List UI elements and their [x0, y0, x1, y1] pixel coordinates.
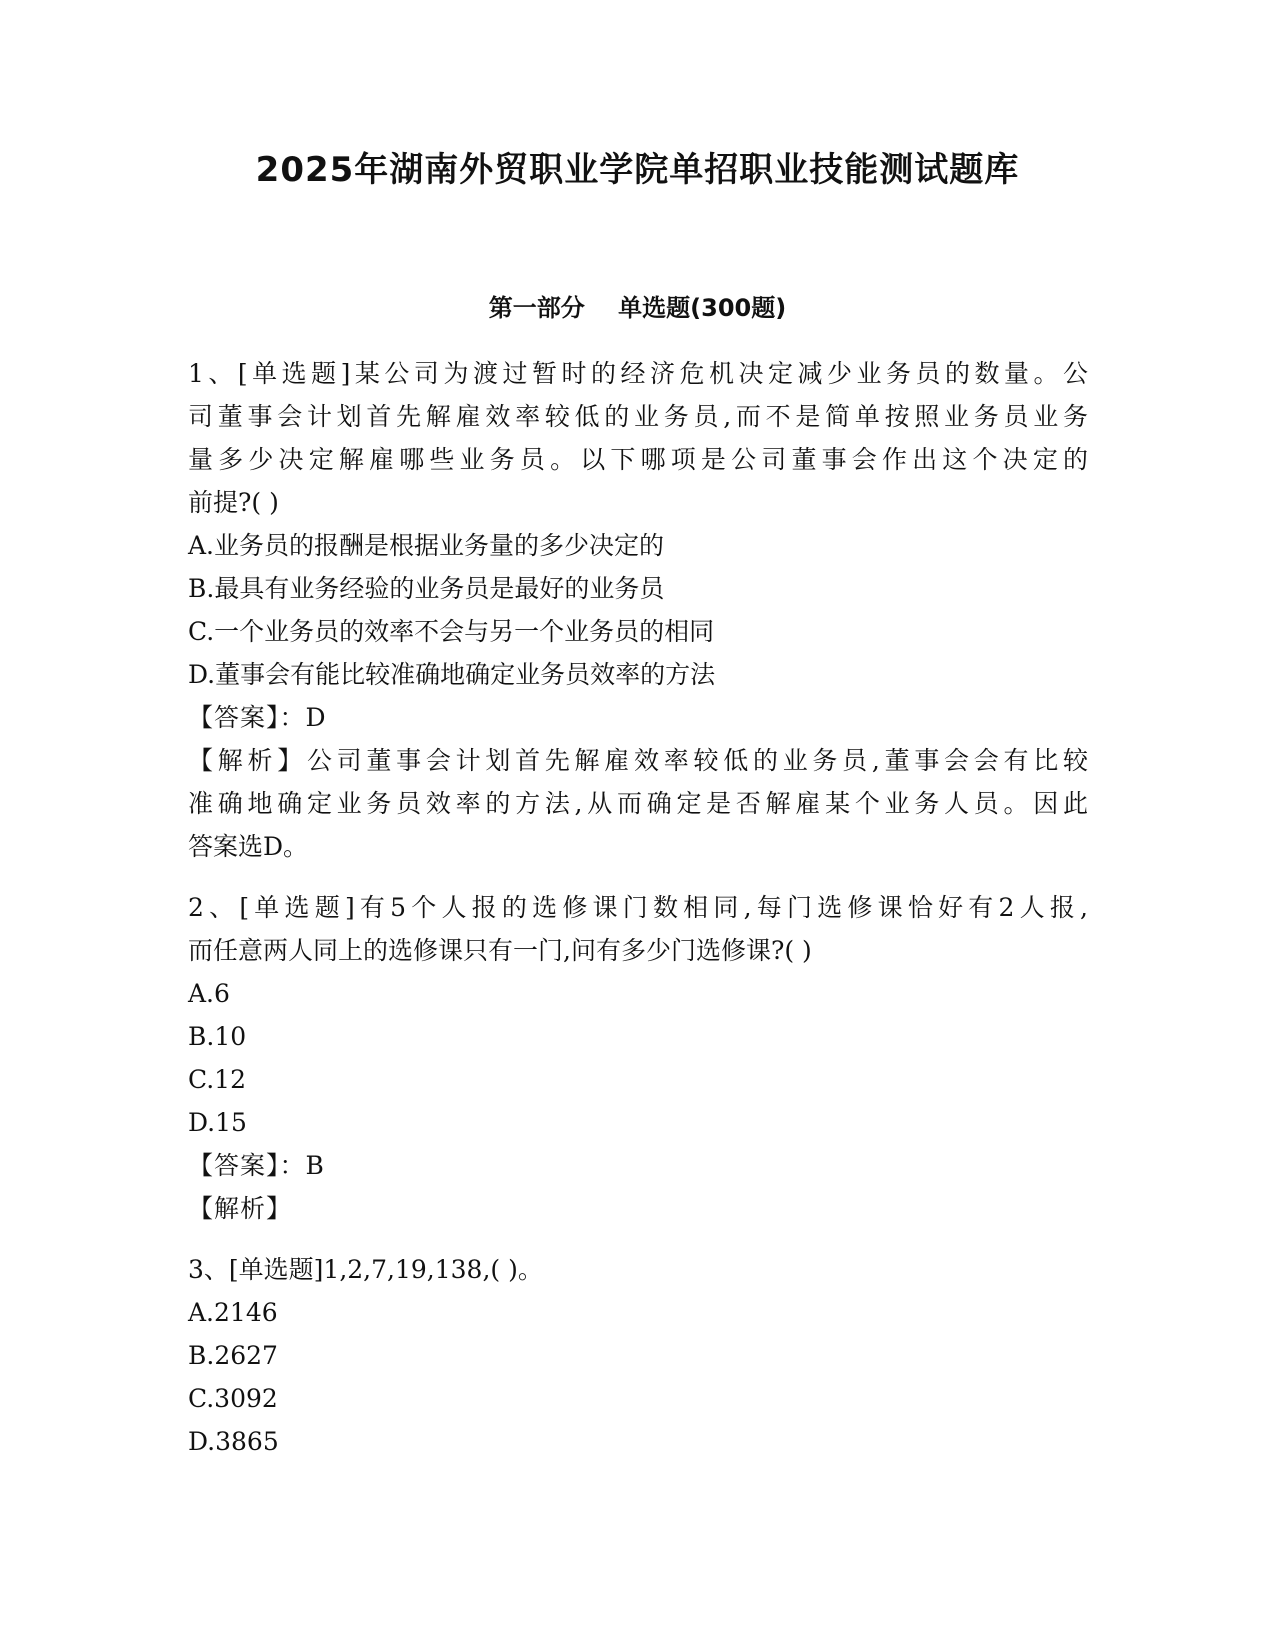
option-a: A.业务员的报酬是根据业务量的多少决定的	[188, 531, 665, 560]
question-2	[188, 886, 1088, 1230]
document-title: 2025年湖南外贸职业学院单招职业技能测试题库	[255, 150, 1020, 190]
question-stem-line: 而任意两人同上的选修课只有一门,问有多少门选修课?( )	[188, 936, 812, 965]
question-stem-line: 3、[单选题]1,2,7,19,138,( )。	[188, 1255, 543, 1284]
analysis-line: 准确地确定业务员效率的方法,从而确定是否解雇某个业务人员。因此	[188, 789, 1088, 818]
option-a: A.2146	[188, 1298, 278, 1327]
option-c: C.12	[188, 1065, 246, 1094]
analysis-line: 答案选D。	[188, 832, 309, 861]
option-c: C.一个业务员的效率不会与另一个业务员的相同	[188, 617, 715, 646]
option-a: A.6	[188, 979, 230, 1008]
question-1	[188, 352, 1088, 868]
option-d: D.董事会有能比较准确地确定业务员效率的方法	[188, 660, 716, 689]
option-b: B.2627	[188, 1341, 278, 1370]
option-c: C.3092	[188, 1384, 278, 1413]
option-b: B.最具有业务经验的业务员是最好的业务员	[188, 574, 665, 603]
option-d: D.3865	[188, 1427, 279, 1456]
section-heading: 第一部分 单选题(300题)	[488, 294, 787, 322]
analysis-line: 【解析】公司董事会计划首先解雇效率较低的业务员,董事会会有比较	[188, 746, 1088, 775]
question-list	[188, 352, 1088, 1463]
option-b: B.10	[188, 1022, 247, 1051]
answer-line: 【答案】：D	[188, 703, 327, 732]
question-stem-line: 1、[单选题]某公司为渡过暂时的经济危机决定减少业务员的数量。公	[188, 359, 1088, 388]
question-3	[188, 1248, 1088, 1463]
question-stem-line: 前提?( )	[188, 488, 279, 517]
question-stem-line: 2、[单选题]有5个人报的选修课门数相同,每门选修课恰好有2人报,	[188, 893, 1088, 922]
option-d: D.15	[188, 1108, 247, 1137]
question-stem-line: 量多少决定解雇哪些业务员。以下哪项是公司董事会作出这个决定的	[188, 445, 1088, 474]
analysis-line: 【解析】	[188, 1194, 293, 1223]
question-stem-line: 司董事会计划首先解雇效率较低的业务员,而不是简单按照业务员业务	[188, 402, 1088, 431]
answer-line: 【答案】：B	[188, 1151, 325, 1180]
